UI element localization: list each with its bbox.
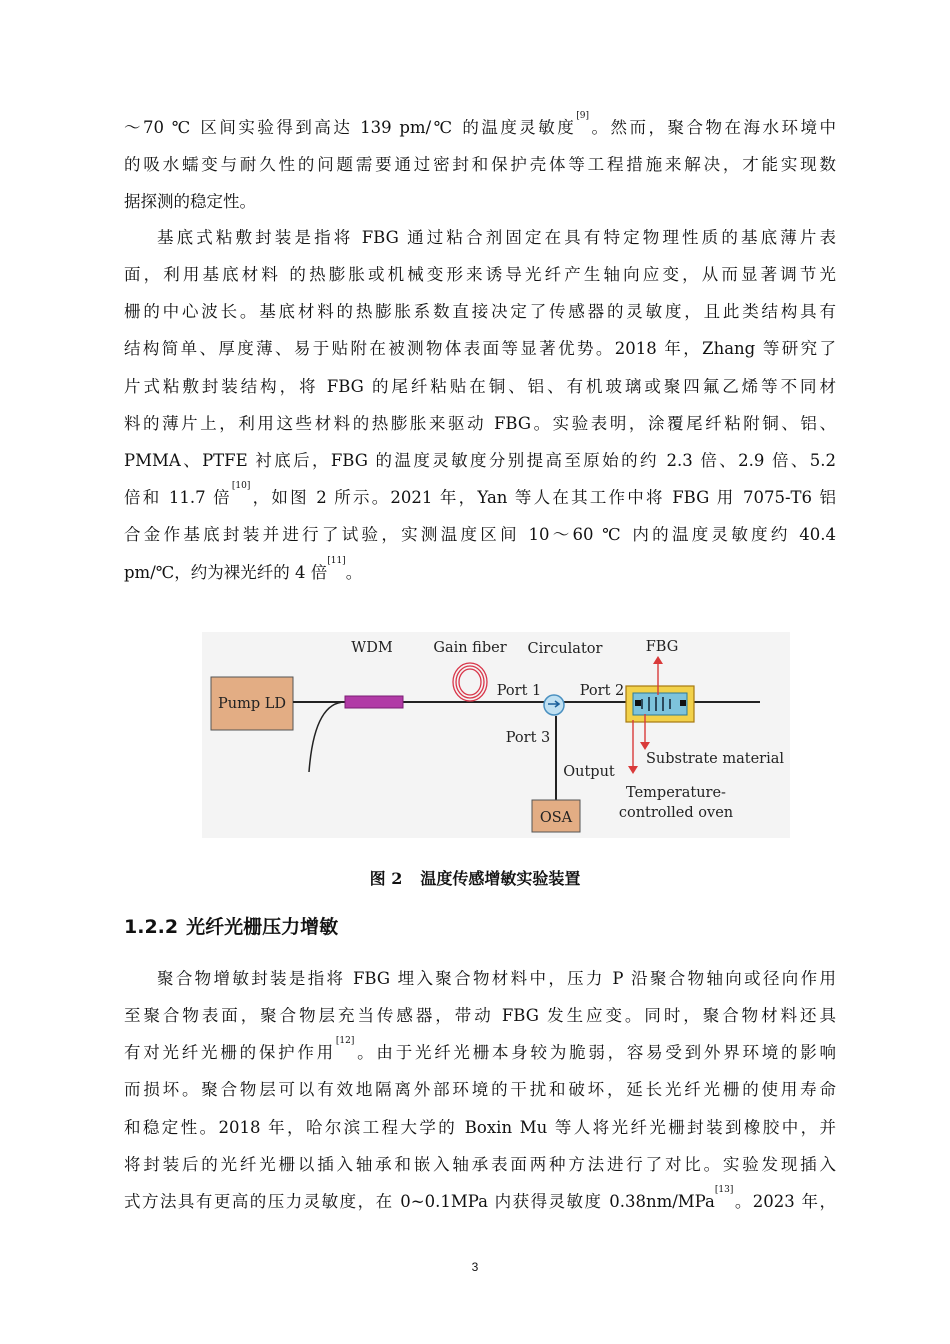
paragraph-1	[124, 109, 836, 221]
text-line: 至聚合物表面，聚合物层充当传感器，带动 FBG 发生应变。同时，聚合物材料还具	[124, 1006, 836, 1025]
text-line: 聚合物增敏封装是指将 FBG 埋入聚合物材料中，压力 P 沿聚合物轴向或径向作用	[157, 969, 836, 988]
text-line: pm/℃，约为裸光纤的 4 倍[11]。	[124, 555, 363, 582]
text-line: 合金作基底封装并进行了试验，实测温度区间 10～60 ℃ 内的温度灵敏度约 40.4	[124, 525, 836, 545]
text-line: 的吸水蠕变与耐久性的问题需要通过密封和保护壳体等工程措施来解决，才能实现数	[124, 155, 836, 175]
oven-label-1: Temperature-	[626, 785, 726, 801]
fiber-tail	[309, 702, 345, 772]
paragraph-2	[124, 219, 836, 256]
section-title: 光纤光栅压力增敏	[186, 916, 339, 938]
port-3-label: Port 3	[505, 730, 551, 746]
caption-number: 图 2	[369, 869, 403, 888]
caption-text: 温度传感增敏实验装置	[420, 869, 581, 888]
substrate-material	[633, 693, 687, 715]
text-line: ～70 ℃ 区间实验得到高达 139 pm/℃ 的温度灵敏度[9]。然而，聚合物在海水环境中	[124, 111, 836, 137]
section-heading	[124, 912, 338, 939]
pump-ld-label: Pump LD	[218, 696, 286, 712]
figure-2-setup-diagram	[202, 632, 790, 838]
circulator-icon	[544, 695, 564, 715]
citation: [11]	[327, 555, 346, 566]
substrate-label: Substrate material	[645, 751, 785, 767]
wdm-label: WDM	[351, 640, 393, 656]
citation: [12]	[335, 1036, 355, 1047]
text-line: 倍和 11.7 倍[10]，如图 2 所示。2021 年，Yan 等人在其工作中将 FBG 用 7075-T6 铝	[124, 481, 837, 508]
citation: [10]	[231, 481, 251, 492]
citation: [13]	[714, 1185, 734, 1196]
fbg-grating	[635, 700, 641, 706]
citation: [9]	[576, 111, 590, 121]
text-line: 有对光纤光栅的保护作用[12]。由于光纤光栅本身较为脆弱，容易受到外界环境的影响	[124, 1036, 837, 1063]
text-line: PMMA、PTFE 衬底后，FBG 的温度灵敏度分别提高至原始的约 2.3 倍、2.9 倍、5.2	[124, 451, 836, 471]
oven-label-2: controlled oven	[618, 805, 734, 821]
port-2-label: Port 2	[579, 683, 625, 699]
text-line: 结构简单、厚度薄、易于贴附在被测物体表面等显著优势。2018 年，Zhang 等研究了	[124, 339, 836, 359]
paragraph-2-body	[124, 256, 836, 591]
text-line: 和稳定性。2018 年，哈尔滨工程大学的 Boxin Mu 等人将光纤光栅封装到橡胶中，并	[124, 1117, 836, 1137]
output-label: Output	[563, 764, 615, 780]
text-line: 片式粘敷封装结构，将 FBG 的尾纤粘贴在铜、铝、有机玻璃或聚四氟乙烯等不同材	[124, 376, 836, 396]
text-line: 基底式粘敷封装是指将 FBG 通过粘合剂固定在具有特定物理性质的基底薄片表	[157, 228, 836, 247]
circulator-label: Circulator	[527, 641, 603, 657]
text-line: 栅的中心波长。基底材料的热膨胀系数直接决定了传感器的灵敏度，且此类结构具有	[124, 302, 836, 322]
text-line: 据探测的稳定性。	[124, 192, 256, 212]
wdm-coupler	[345, 696, 403, 708]
osa-label: OSA	[539, 810, 573, 826]
text-line: 面，利用基底材料 的热膨胀或机械变形来诱导光纤产生轴向应变，从而显著调节光	[124, 265, 836, 284]
gain-fiber-label: Gain fiber	[433, 640, 507, 656]
paragraph-3-first	[124, 960, 836, 997]
text-line: 料的薄片上，利用这些材料的热膨胀来驱动 FBG。实验表明，涂覆尾纤粘附铜、铝、	[124, 413, 836, 433]
text-line: 将封装后的光纤光栅以插入轴承和嵌入轴承表面两种方法进行了对比。实验发现插入	[124, 1154, 836, 1174]
figure-caption	[0, 866, 950, 889]
section-number: 1.2.2	[124, 916, 179, 938]
text-line: 式方法具有更高的压力灵敏度，在 0~0.1MPa 内获得灵敏度 0.38nm/MPa[13]。2023 年，	[124, 1185, 836, 1212]
paragraph-3-body	[124, 997, 836, 1220]
text-line: 而损坏。聚合物层可以有效地隔离外部环境的干扰和破坏，延长光纤光栅的使用寿命	[124, 1080, 836, 1100]
page-number: 3	[471, 1260, 479, 1274]
port-1-label: Port 1	[496, 683, 542, 699]
fbg-label: FBG	[645, 639, 679, 655]
